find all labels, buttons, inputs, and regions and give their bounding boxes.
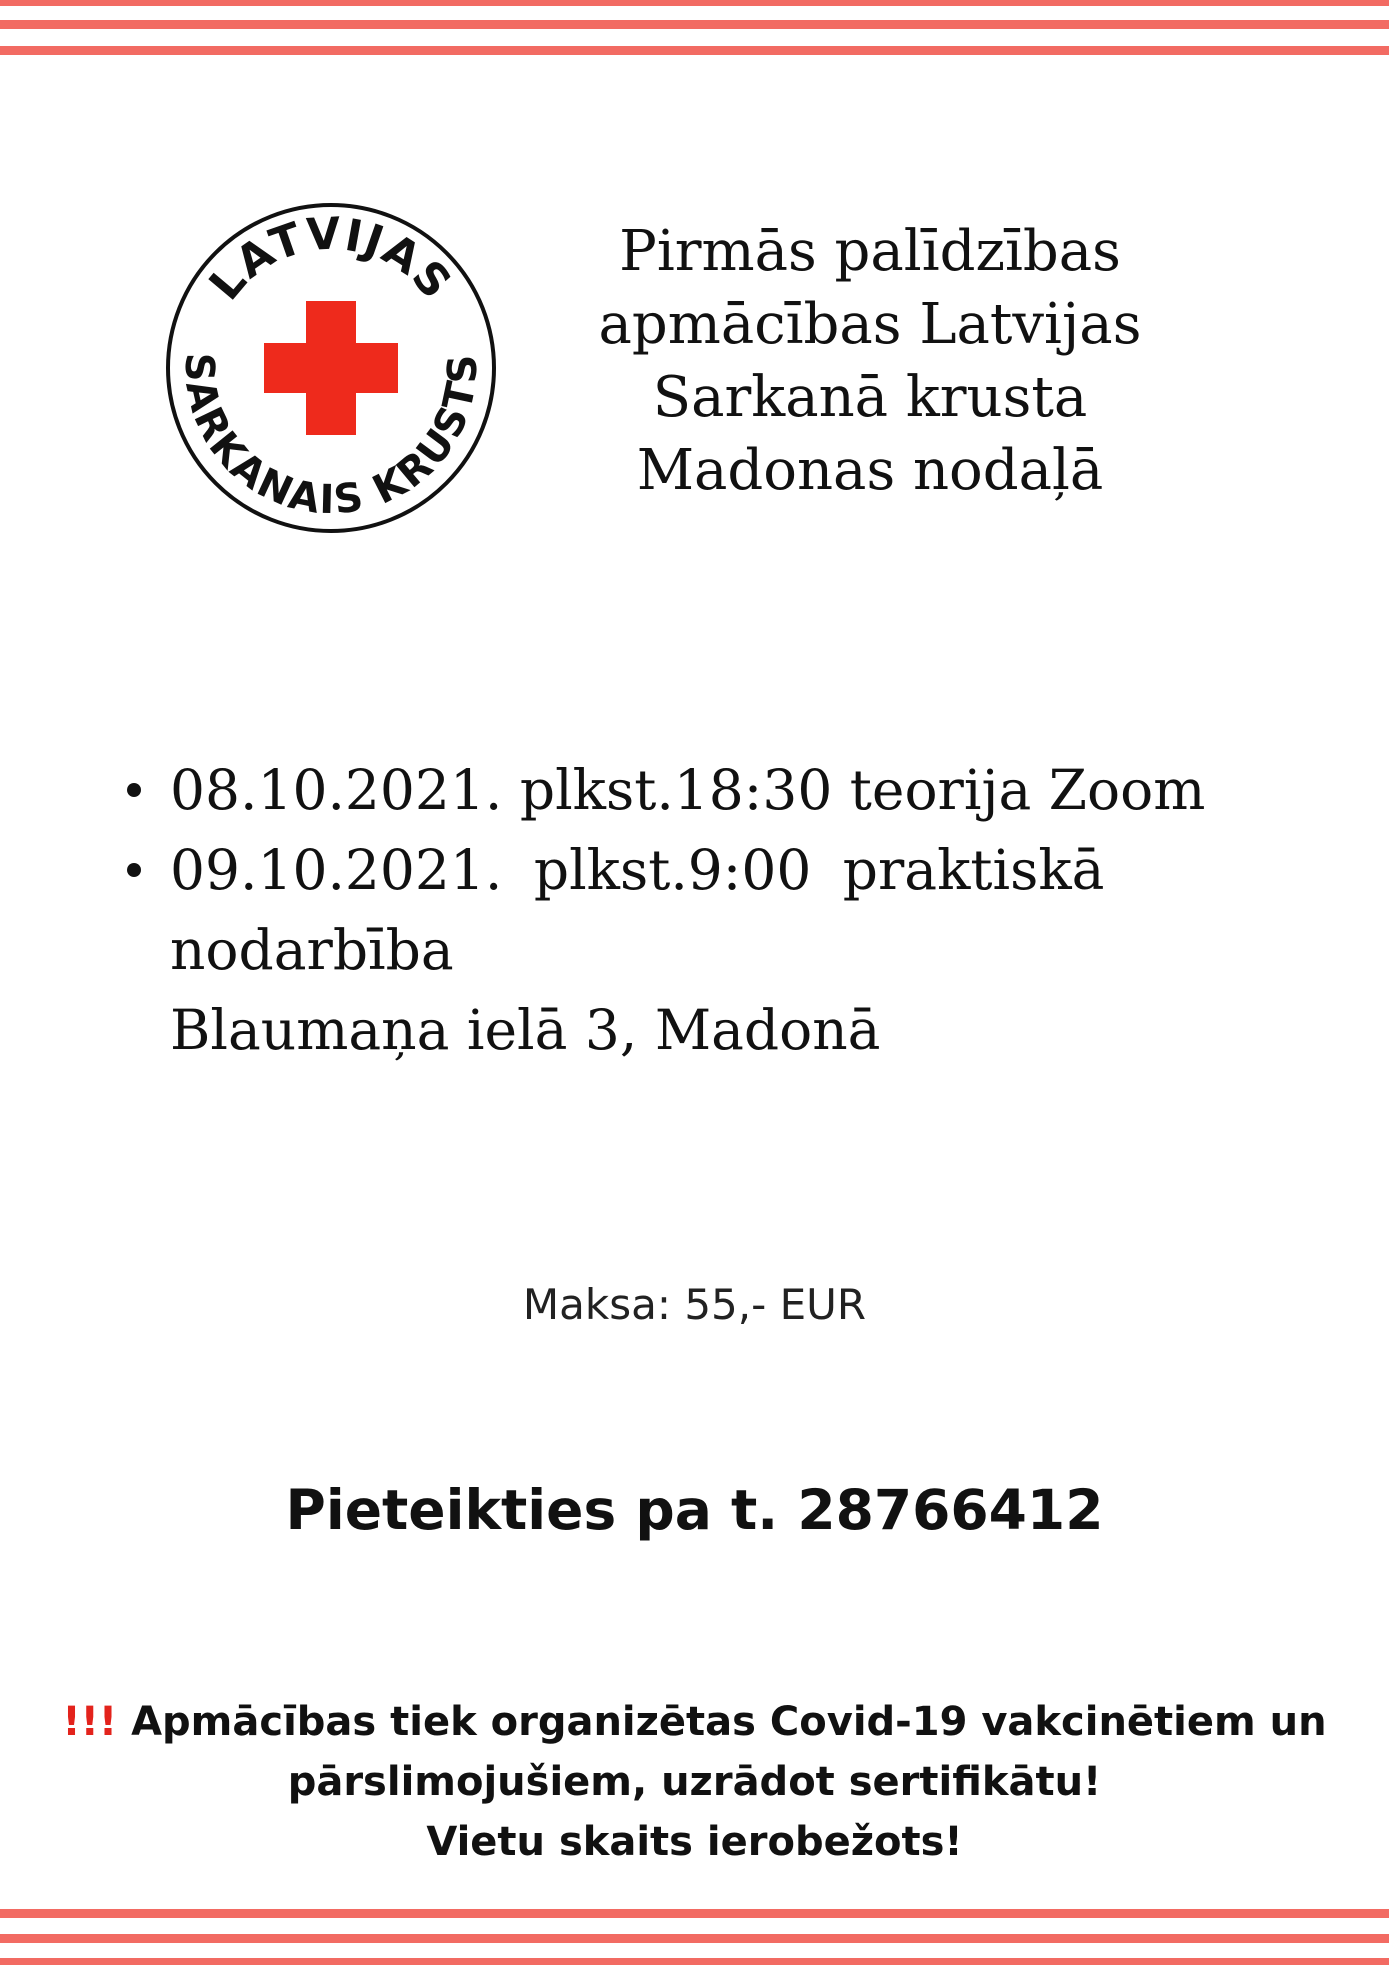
top-stripe-3 [0, 46, 1389, 55]
schedule-item-text: 08.10.2021. plkst.18:30 teorija Zoom [170, 758, 1206, 822]
bottom-stripe-2 [0, 1934, 1389, 1943]
bottom-stripe-3 [0, 1958, 1389, 1965]
price-text: Maksa: 55,- EUR [522, 1280, 867, 1329]
top-stripe-1 [0, 0, 1389, 6]
bottom-stripe-1 [0, 1909, 1389, 1918]
notice [0, 1692, 1389, 1872]
title-line-3: Sarkanā krusta [652, 365, 1088, 430]
title-line-1: Pirmās palīdzības [619, 219, 1121, 284]
notice-line-1 [0, 1692, 1389, 1752]
schedule-list [100, 750, 1340, 1070]
logo-top-text: LATVIJAS [199, 208, 463, 310]
bullet-icon [127, 863, 141, 877]
schedule-item-text: 09.10.2021. plkst.9:00 praktiskā nodarbība [170, 838, 1105, 982]
notice-line-3: Vietu skaits ierobežots! [426, 1819, 963, 1865]
schedule-item-address: Blaumaņa ielā 3, Madonā [170, 998, 881, 1062]
alert-mark: !!! [62, 1699, 118, 1745]
schedule-item-theory [100, 750, 1340, 830]
top-stripe-2 [0, 20, 1389, 29]
registration-phone: Pieteikties pa t. 28766412 [285, 1478, 1104, 1542]
page-title [530, 215, 1210, 507]
logo-bottom-text: SARKANAIS KRUSTS [175, 352, 487, 524]
bullet-icon [127, 783, 141, 797]
title-line-2: apmācības Latvijas [598, 292, 1142, 357]
schedule-item-practice [100, 830, 1340, 1070]
notice-line-2: pārslimojušiem, uzrādot sertifikātu! [287, 1759, 1102, 1805]
latvian-red-cross-logo [164, 201, 498, 535]
notice-text-1: Apmācības tiek organizētas Covid-19 vakcinētiem un [131, 1699, 1327, 1745]
title-line-4: Madonas nodaļā [636, 438, 1104, 503]
